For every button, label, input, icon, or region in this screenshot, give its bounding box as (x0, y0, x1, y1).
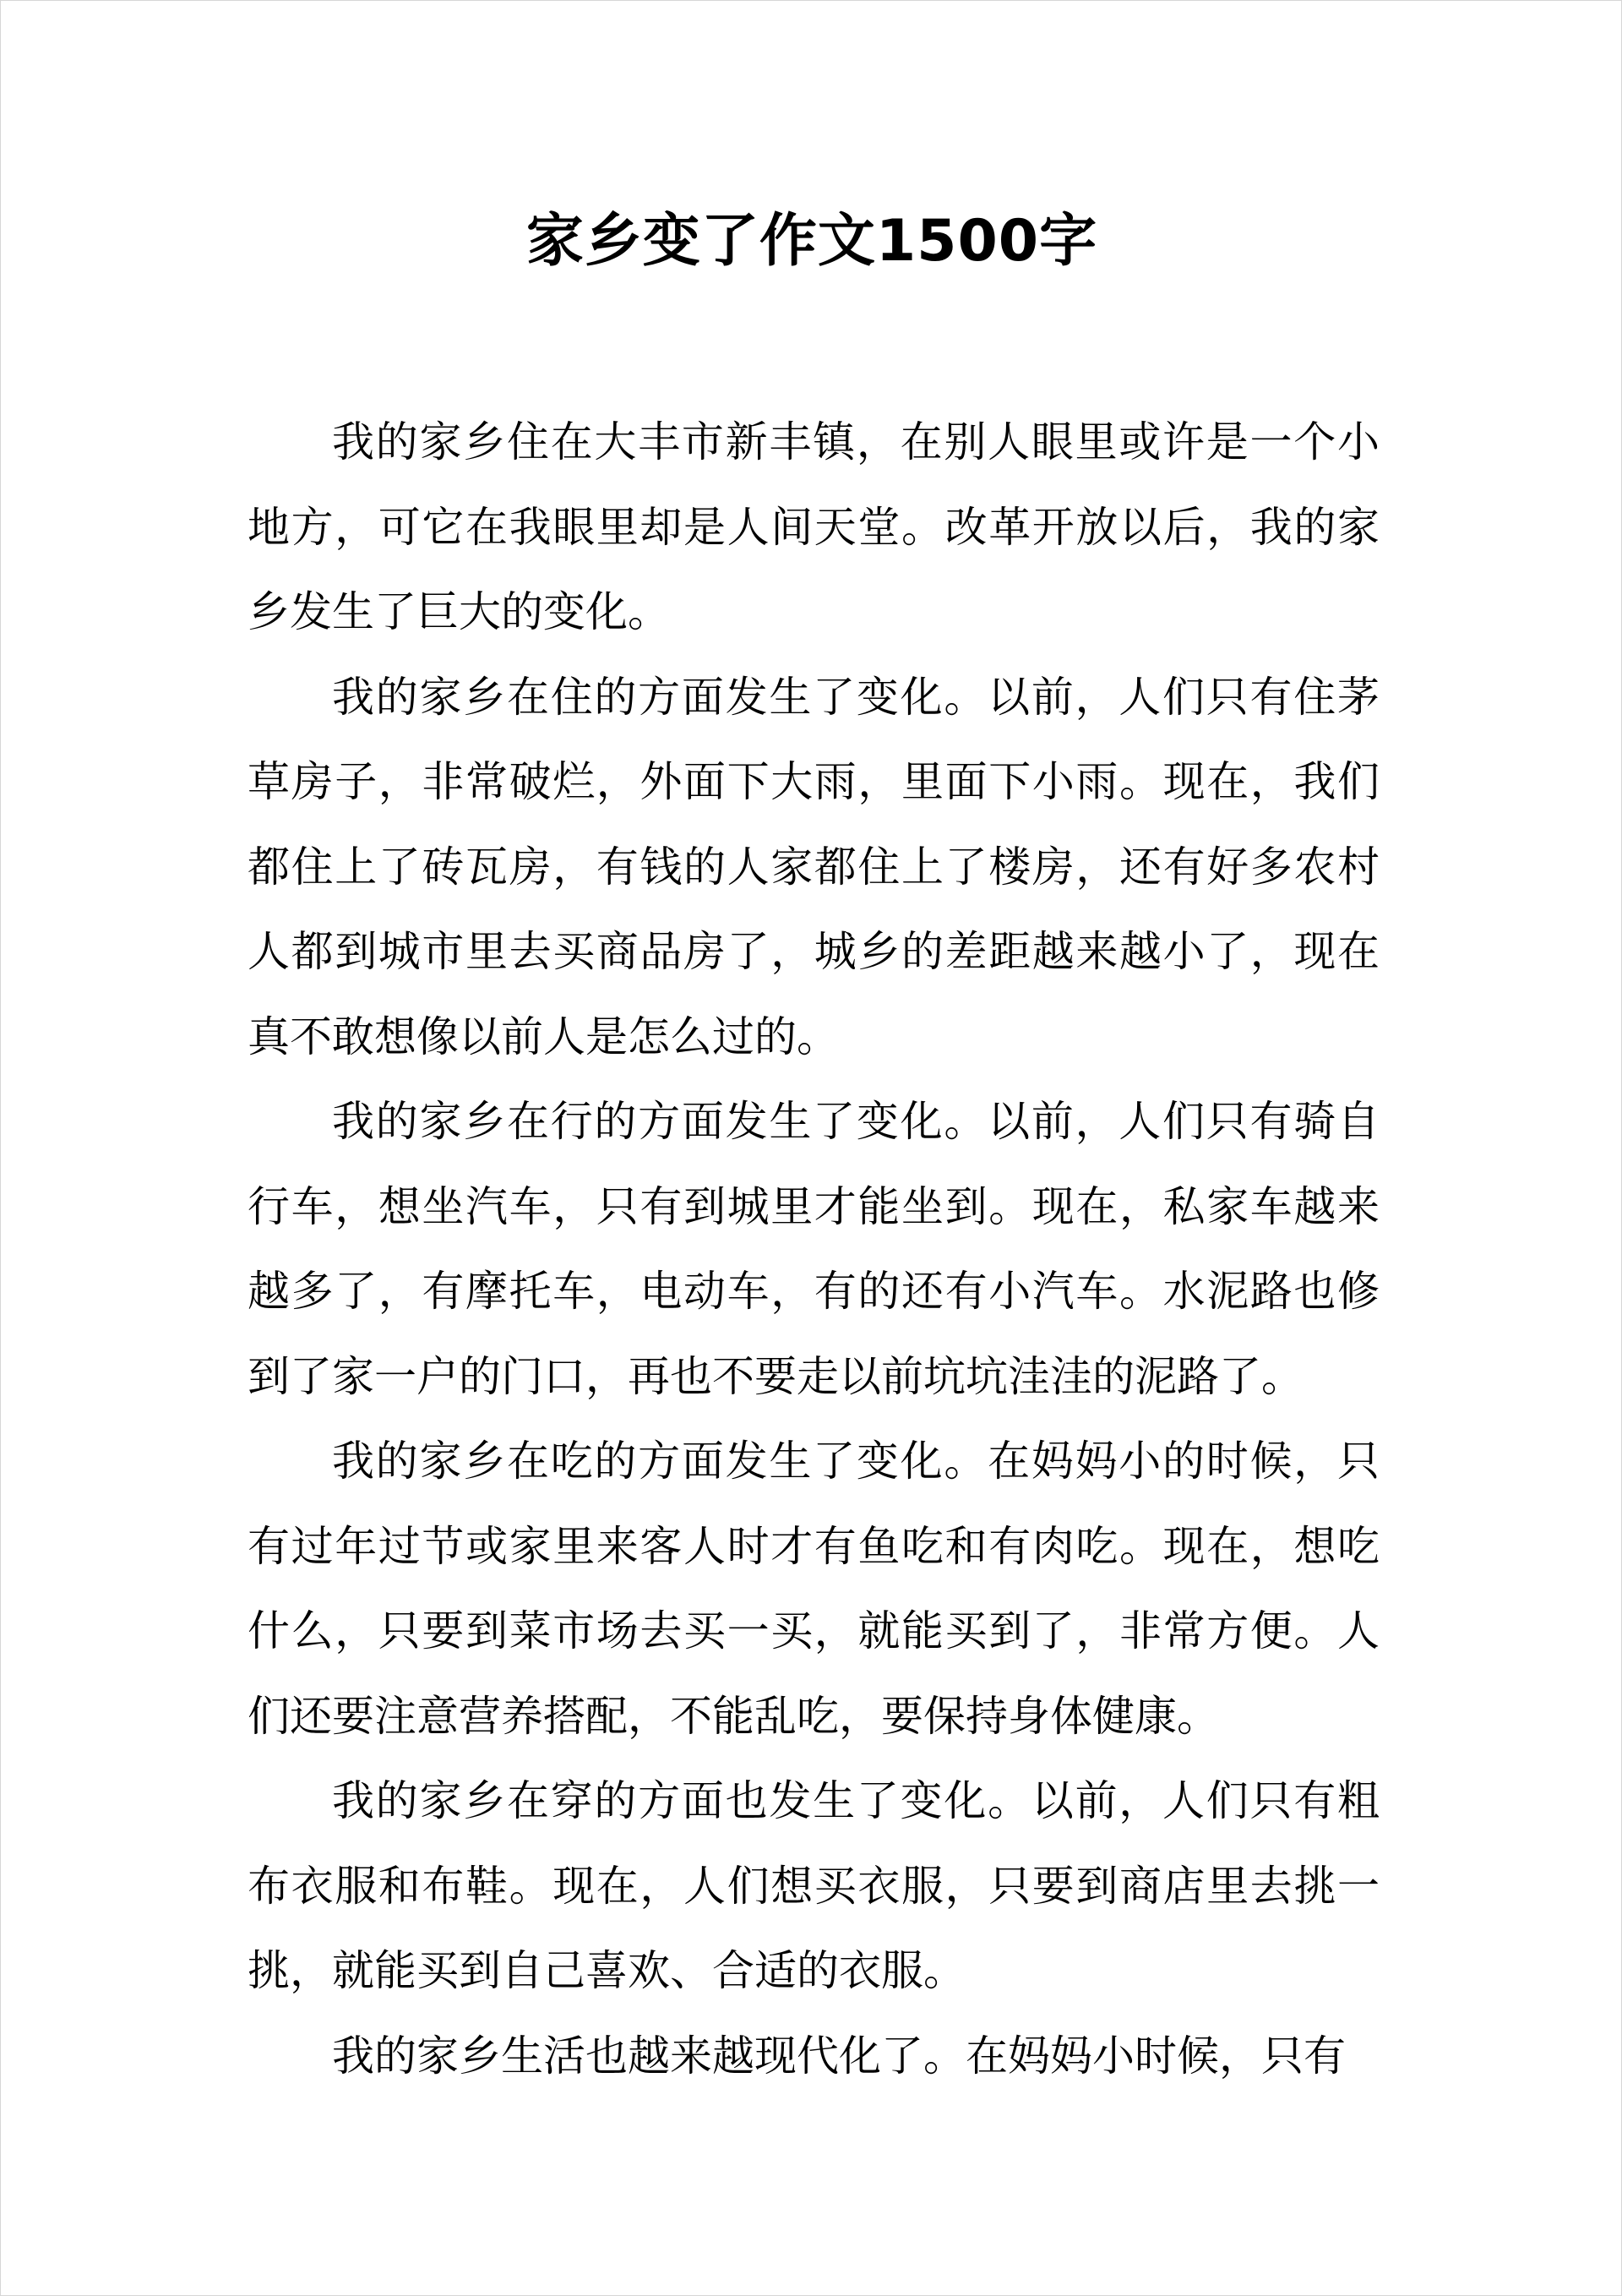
paragraph-5: 我的家乡在穿的方面也发生了变化。以前，人们只有粗布衣服和布鞋。现在，人们想买衣服，只要到商店里去挑一挑，就能买到自己喜欢、合适的衣服。 (248, 1776, 1380, 1995)
document-title: 家乡变了作文1500字 (525, 208, 1098, 275)
paragraph-2: 我的家乡在住的方面发生了变化。以前，人们只有住茅草房子，非常破烂，外面下大雨，里面下小雨。现在，我们都住上了砖瓦房，有钱的人家都住上了楼房，还有好多农村人都到城市里去买商品房了，城乡的差距越来越小了，现在真不敢想像以前人是怎么过的。 (248, 672, 1380, 1061)
paragraph-1: 我的家乡住在大丰市新丰镇，在别人眼里或许是一个小地方，可它在我眼里却是人间天堂。改革开放以后，我的家乡发生了巨大的变化。 (248, 417, 1380, 636)
paragraph-3: 我的家乡在行的方面发生了变化。以前，人们只有骑自行车，想坐汽车，只有到城里才能坐到。现在，私家车越来越多了，有摩托车，电动车，有的还有小汽车。水泥路也修到了家一户的门口，再也不要走以前坑坑洼洼的泥路了。 (248, 1097, 1380, 1401)
paragraph-4: 我的家乡在吃的方面发生了变化。在妈妈小的时候，只有过年过节或家里来客人时才有鱼吃和有肉吃。现在，想吃什么，只要到菜市场去买一买，就能买到了，非常方便。人们还要注意营养搭配，不能乱吃，要保持身体健康。 (248, 1437, 1380, 1741)
document-body (248, 400, 1380, 2098)
paragraph-6: 我的家乡生活也越来越现代化了。在妈妈小时候，只有 (332, 2031, 1346, 2081)
